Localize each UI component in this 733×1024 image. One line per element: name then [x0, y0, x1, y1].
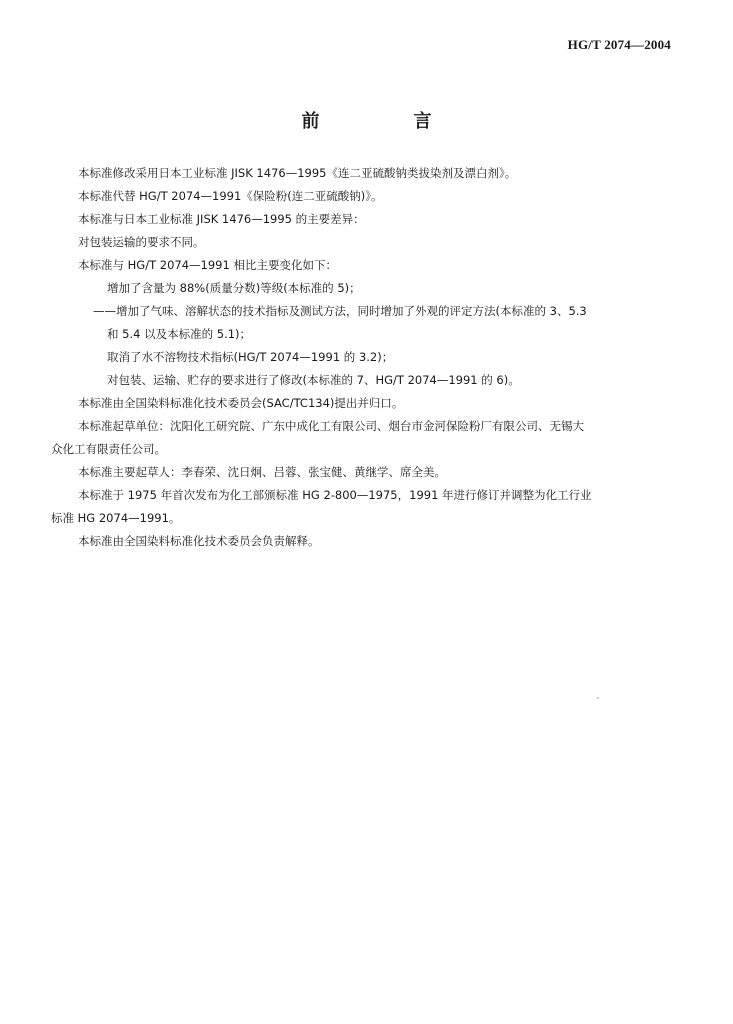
paragraph-proposer: 本标准由全国染料标准化技术委员会(SAC/TC134)提出并归口。 — [78, 396, 404, 410]
change-item: 取消了水不溶物技术指标(HG/T 2074—1991 的 3.2)； — [107, 350, 394, 364]
paragraph-drafting-units-continuation: 众化工有限责任公司。 — [51, 442, 166, 456]
standard-code: HG/T 2074—2004 — [567, 37, 671, 52]
paragraph-interpretation: 本标准由全国染料标准化技术委员会负责解释。 — [78, 534, 320, 548]
paragraph-history-continuation: 标准 HG 2074—1991。 — [51, 511, 181, 525]
page-title: 前 言 — [301, 111, 470, 132]
paragraph-history: 本标准于 1975 年首次发布为化工部颁标准 HG 2-800—1975，1991 年进行修订并调整为化工行业 — [78, 488, 592, 502]
paragraph-replaces: 本标准代替 HG/T 2074—1991《保险粉(连二亚硫酸钠)》。 — [78, 189, 383, 203]
paragraph-differences: 本标准与日本工业标准 JISK 1476—1995 的主要差异： — [78, 212, 365, 226]
foreword-body — [51, 162, 676, 553]
paragraph-difference-item: 对包装运输的要求不同。 — [78, 235, 205, 249]
change-item: ——增加了气味、溶解状态的技术指标及测试方法，同时增加了外观的评定方法(本标准的 3、5.3 — [93, 304, 587, 318]
change-item: 对包装、运输、贮存的要求进行了修改(本标准的 7、HG/T 2074—1991 的 6)。 — [107, 373, 520, 387]
paragraph-changes: 本标准与 HG/T 2074—1991 相比主要变化如下： — [78, 258, 337, 272]
change-item: 增加了含量为 88%(质量分数)等级(本标准的 5)； — [107, 281, 361, 295]
paragraph-adoption: 本标准修改采用日本工业标准 JISK 1476—1995《连二亚硫酸钠类拔染剂及漂白剂》。 — [78, 166, 517, 180]
paragraph-drafters: 本标准主要起草人：李春荣、沈日炯、吕蓉、张宝健、黄继学、席全美。 — [78, 465, 446, 479]
change-item-continuation: 和 5.4 以及本标准的 5.1)； — [107, 327, 252, 341]
paragraph-drafting-units: 本标准起草单位：沈阳化工研究院、广东中成化工有限公司、烟台市金河保险粉厂有限公司、无锡大 — [78, 419, 584, 433]
scan-speck — [597, 697, 599, 699]
